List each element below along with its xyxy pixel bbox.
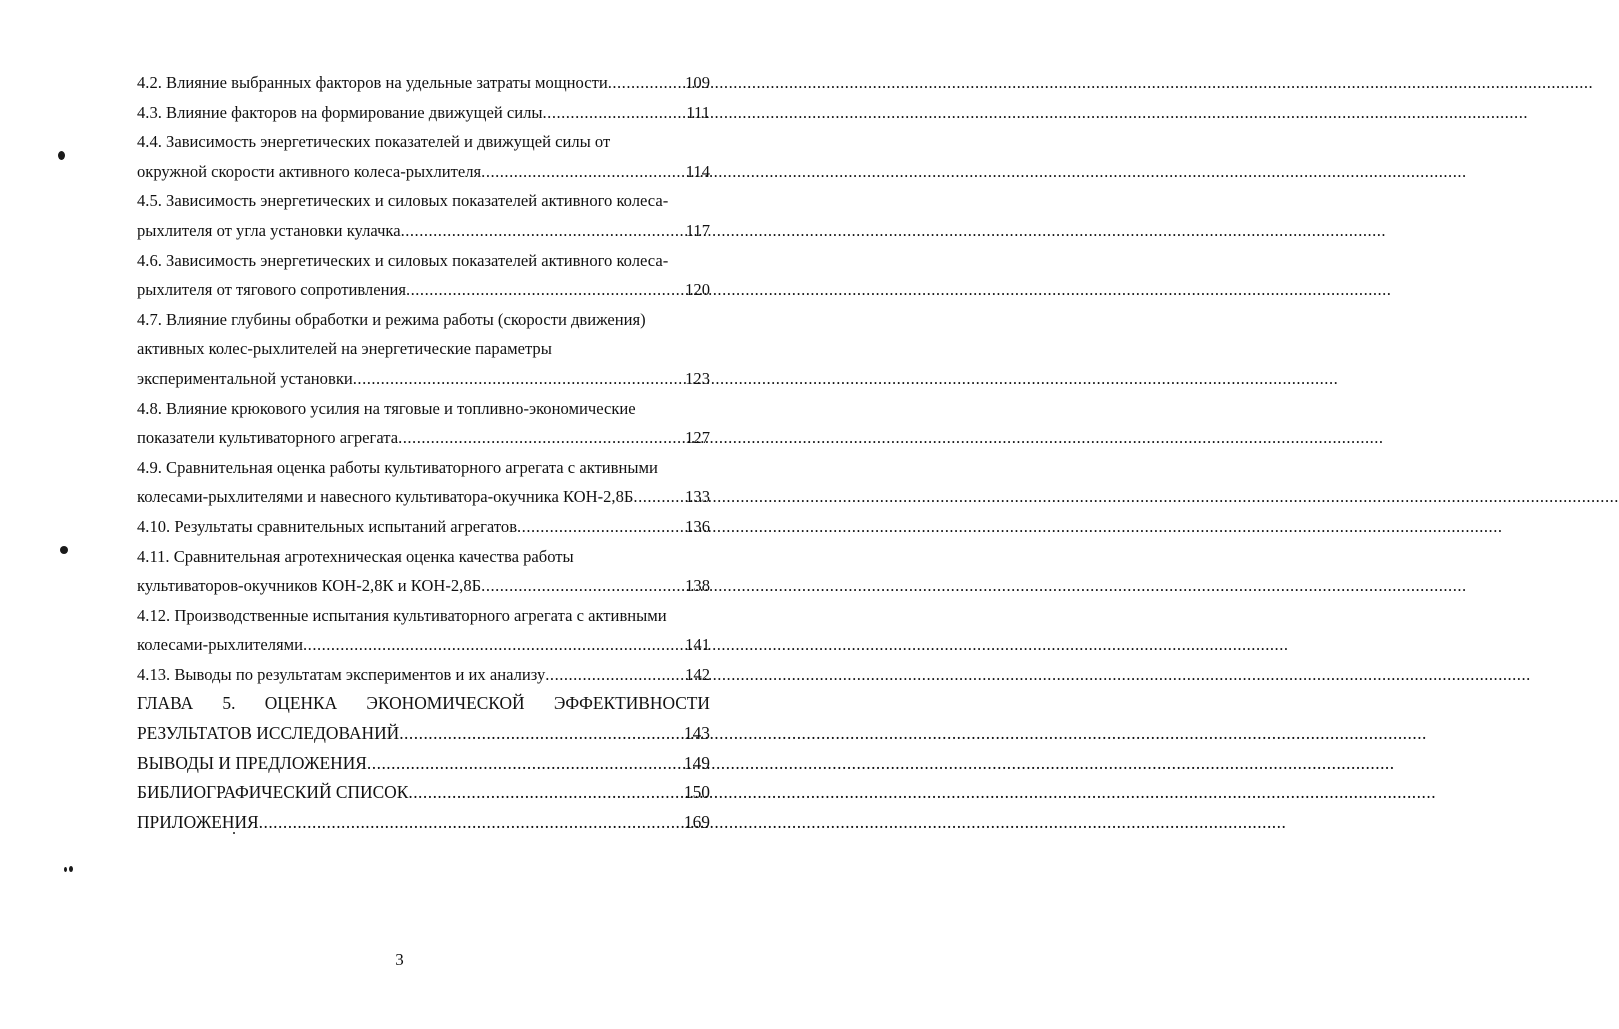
toc-entry-page: 123 xyxy=(685,368,710,388)
toc-entry-title: РЕЗУЛЬТАТОВ ИССЛЕДОВАНИЙ xyxy=(137,723,400,744)
toc-entry-4-8-line1: 4.8. Влияние крюкового усилия на тяговые и топливно-экономические xyxy=(137,398,636,418)
toc-entry-page: 169 xyxy=(683,811,710,832)
toc-entry-4-7 xyxy=(137,364,710,394)
toc-entry-title: 4.3. Влияние факторов на формирование движущей силы xyxy=(137,102,543,122)
toc-entry-4-8 xyxy=(137,423,710,453)
toc-entry-4-13 xyxy=(137,660,710,690)
toc-entry-page: 133 xyxy=(685,487,710,507)
toc-chapter-5 xyxy=(137,719,710,749)
toc-leader-dots xyxy=(303,630,684,660)
toc-leader-dots xyxy=(633,482,684,512)
toc-entry-title: ВЫВОДЫ И ПРЕДЛОЖЕНИЯ xyxy=(137,752,367,773)
toc-entry-page: 141 xyxy=(685,635,710,655)
toc-entry-title: показатели культиваторного агрегата xyxy=(137,428,399,448)
toc-entry-title: 4.2. Влияние выбранных факторов на удельные затраты мощности xyxy=(137,73,608,92)
toc-entry-page: 138 xyxy=(685,576,710,596)
toc-leader-dots xyxy=(481,571,684,601)
toc-chapter-5-line1: ГЛАВА 5. ОЦЕНКА ЭКОНОМИЧЕСКОЙ ЭФФЕКТИВНОСТИ xyxy=(137,693,710,714)
scan-speck xyxy=(60,546,68,554)
toc-conclusions xyxy=(137,749,710,779)
toc-leader-dots xyxy=(545,660,684,690)
toc-entry-4-10 xyxy=(137,512,710,542)
toc-entry-4-4-line1: 4.4. Зависимость энергетических показателей и движущей силы от xyxy=(137,132,611,152)
toc-entry-4-11 xyxy=(137,571,710,601)
document-page xyxy=(0,0,799,1029)
toc-entry-page: 142 xyxy=(685,664,710,684)
toc-leader-dots xyxy=(367,749,683,779)
toc-entry-4-9 xyxy=(137,482,710,512)
toc-entry-title: колесами-рыхлителями xyxy=(137,635,304,655)
toc-entry-4-3 xyxy=(137,98,710,128)
toc-leader-dots xyxy=(399,719,683,749)
toc-entry-title: рыхлителя от угла установки кулачка xyxy=(137,220,401,240)
toc-entry-4-12 xyxy=(137,630,710,660)
toc-entry-title: 4.13. Выводы по результатам экспериментов и их анализу xyxy=(137,664,546,684)
toc-entry-4-6 xyxy=(137,275,710,305)
toc-entry-4-7-line2: активных колес-рыхлителей на энергетические параметры xyxy=(137,339,552,359)
toc-leader-dots xyxy=(406,275,684,305)
toc-leader-dots xyxy=(259,808,683,838)
scan-speck xyxy=(58,151,65,160)
toc-leader-dots xyxy=(543,98,686,128)
toc-entry-4-7-line1: 4.7. Влияние глубины обработки и режима работы (скорости движения) xyxy=(137,309,646,329)
toc-entry-page: 114 xyxy=(685,161,710,181)
toc-entry-page: 143 xyxy=(683,723,710,744)
toc-leader-dots xyxy=(481,157,685,187)
scan-speck xyxy=(64,867,67,872)
toc-entry-title: колесами-рыхлителями и навесного культиватора-окучника КОН-2,8Б xyxy=(137,487,634,507)
toc-entry-4-12-line1: 4.12. Производственные испытания культиваторного агрегата с активными xyxy=(137,605,667,625)
toc-entry-page: 149 xyxy=(683,752,710,773)
toc-leader-dots xyxy=(517,512,684,542)
toc-entry-4-5 xyxy=(137,216,710,246)
toc-entry-page: 109 xyxy=(685,73,710,92)
toc-entry-title: 4.10. Результаты сравнительных испытаний агрегатов xyxy=(137,516,518,536)
toc-entry-4-9-line1: 4.9. Сравнительная оценка работы культиваторного агрегата с активными xyxy=(137,457,658,477)
toc-entry-page: 111 xyxy=(686,102,710,122)
scan-speck xyxy=(233,832,235,834)
toc-entry-4-11-line1: 4.11. Сравнительная агротехническая оценка качества работы xyxy=(137,546,574,566)
toc-entry-title: рыхлителя от тягового сопротивления xyxy=(137,280,406,300)
toc-entry-title: ПРИЛОЖЕНИЯ xyxy=(137,811,259,832)
toc-leader-dots xyxy=(398,423,684,453)
toc-leader-dots xyxy=(353,364,684,394)
toc-leader-dots xyxy=(608,68,684,98)
toc-leader-dots xyxy=(401,216,685,246)
toc-leader-dots xyxy=(408,778,683,808)
toc-entry-4-5-line1: 4.5. Зависимость энергетических и силовых показателей активного колеса- xyxy=(137,191,669,211)
toc-entry-title: БИБЛИОГРАФИЧЕСКИЙ СПИСОК xyxy=(137,782,409,803)
toc-entry-page: 127 xyxy=(685,428,710,448)
toc-appendices xyxy=(137,808,710,838)
page-number: 3 xyxy=(395,950,404,969)
toc-entry-page: 117 xyxy=(685,220,710,240)
toc-bibliography xyxy=(137,778,710,808)
table-of-contents xyxy=(137,68,710,837)
toc-entry-title: культиваторов-окучников КОН-2,8К и КОН-2,8Б xyxy=(137,576,482,596)
toc-entry-page: 150 xyxy=(683,782,710,803)
toc-entry-4-2 xyxy=(137,68,710,98)
toc-entry-page: 120 xyxy=(685,280,710,300)
toc-entry-4-4 xyxy=(137,157,710,187)
toc-entry-page: 136 xyxy=(685,516,710,536)
toc-entry-title: окружной скорости активного колеса-рыхлителя xyxy=(137,161,482,181)
toc-entry-4-6-line1: 4.6. Зависимость энергетических и силовых показателей активного колеса- xyxy=(137,250,669,270)
scan-speck xyxy=(69,866,73,872)
toc-entry-title: экспериментальной установки xyxy=(137,368,353,388)
